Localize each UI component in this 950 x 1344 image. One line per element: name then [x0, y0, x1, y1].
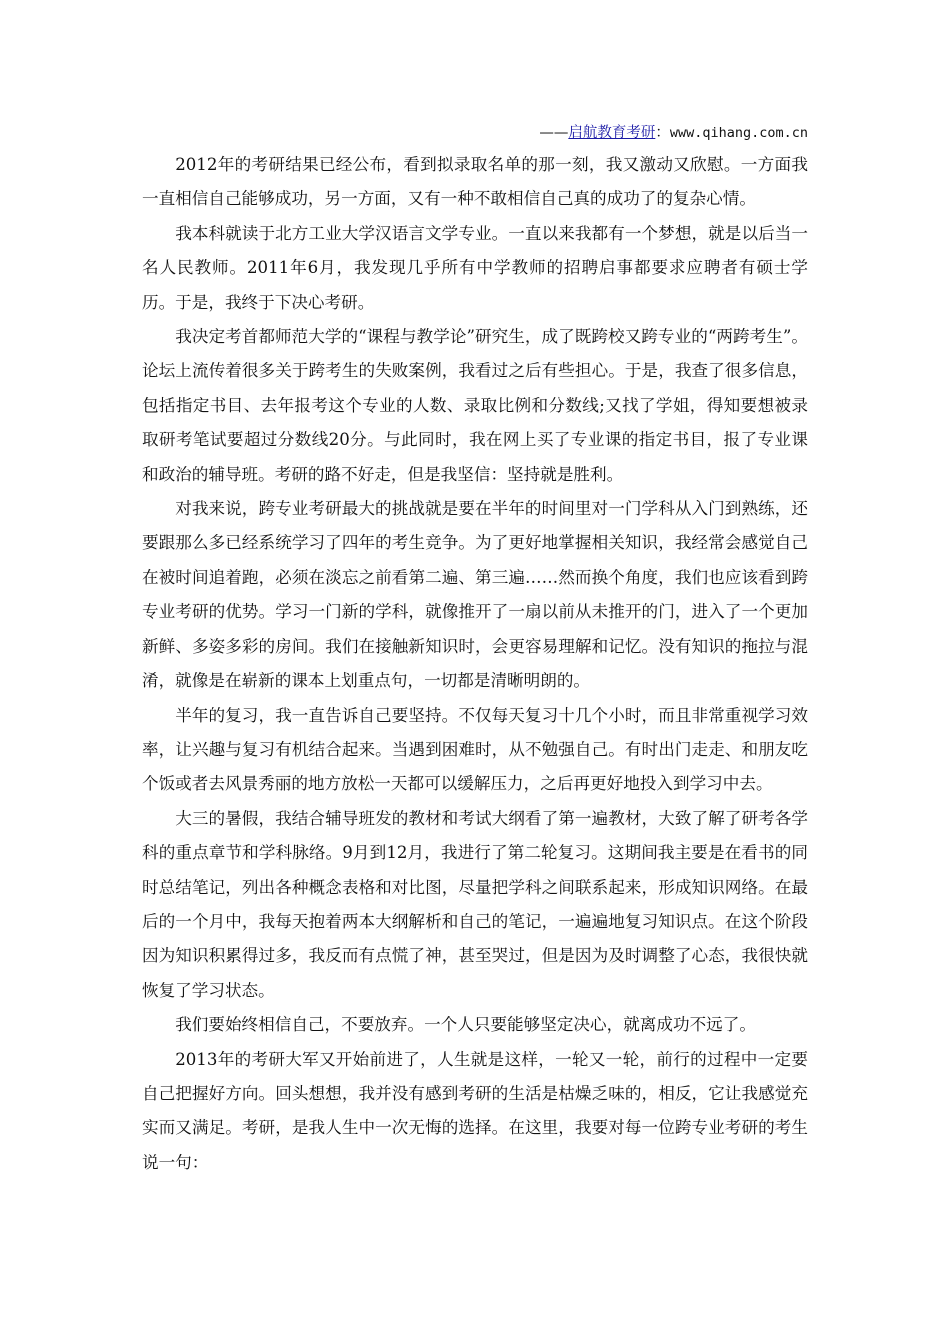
source-separator: ：: [655, 125, 670, 141]
paragraph-6: 大三的暑假，我结合辅导班发的教材和考试大纲看了第一遍教材，大致了解了研考各学科的重点章节和学科脉络。9月到12月，我进行了第二轮复习。这期间我主要是在看书的同时总结笔记，列出各种概念表格和对比图，尽量把学科之间联系起来，形成知识网络。在最后的一个月中，我每天抱着两本大纲解析和自己的笔记，一遍遍地复习知识点。在这个阶段因为知识积累得过多，我反而有点慌了神，甚至哭过，但是因为及时调整了心态，我很快就恢复了学习状态。: [142, 808, 808, 1000]
source-dash: ——: [539, 125, 569, 141]
paragraph-2: 我本科就读于北方工业大学汉语言文学专业。一直以来我都有一个梦想，就是以后当一名人民教师。2011年6月，我发现几乎所有中学教师的招聘启事都要求应聘者有硕士学历。于是，我终于下决心考研。: [142, 223, 808, 312]
source-attribution: [142, 118, 808, 148]
document-page: [142, 118, 808, 1180]
source-link[interactable]: 启航教育考研: [568, 125, 656, 141]
paragraph-3: 我决定考首都师范大学的“课程与教学论”研究生，成了既跨校又跨专业的“两跨考生”。论坛上流传着很多关于跨考生的失败案例，我看过之后有些担心。于是，我查了很多信息，包括指定书目、去年报考这个专业的人数、录取比例和分数线;又找了学姐，得知要想被录取研考笔试要超过分数线20分。与此同时，我在网上买了专业课的指定书目，报了专业课和政治的辅导班。考研的路不好走，但是我坚信：坚持就是胜利。: [142, 327, 808, 484]
paragraph-7: 我们要始终相信自己，不要放弃。一个人只要能够坚定决心，就离成功不远了。: [175, 1015, 756, 1035]
paragraph-8: 2013年的考研大军又开始前进了，人生就是这样，一轮又一轮，前行的过程中一定要自己把握好方向。回头想想，我并没有感到考研的生活是枯燥乏味的，相反，它让我感觉充实而又满足。考研，是我人生中一次无悔的选择。在这里，我要对每一位跨专业考研的考生说一句：: [142, 1049, 808, 1172]
source-url: www.qihang.com.cn: [669, 125, 808, 141]
paragraph-5: 半年的复习，我一直告诉自己要坚持。不仅每天复习十几个小时，而且非常重视学习效率，让兴趣与复习有机结合起来。当遇到困难时，从不勉强自己。有时出门走走、和朋友吃个饭或者去风景秀丽的地方放松一天都可以缓解压力，之后再更好地投入到学习中去。: [142, 705, 808, 794]
paragraph-1: 2012年的考研结果已经公布，看到拟录取名单的那一刻，我又激动又欣慰。一方面我一直相信自己能够成功，另一方面，又有一种不敢相信自己真的成功了的复杂心情。: [142, 155, 808, 209]
paragraph-4: 对我来说，跨专业考研最大的挑战就是要在半年的时间里对一门学科从入门到熟练，还要跟那么多已经系统学习了四年的考生竞争。为了更好地掌握相关知识，我经常会感觉自己在被时间追着跑，必须在淡忘之前看第二遍、第三遍……然而换个角度，我们也应该看到跨专业考研的优势。学习一门新的学科，就像推开了一扇以前从未推开的门，进入了一个更加新鲜、多姿多彩的房间。我们在接触新知识时，会更容易理解和记忆。没有知识的拖拉与混淆，就像是在崭新的课本上划重点句，一切都是清晰明朗的。: [142, 499, 808, 691]
